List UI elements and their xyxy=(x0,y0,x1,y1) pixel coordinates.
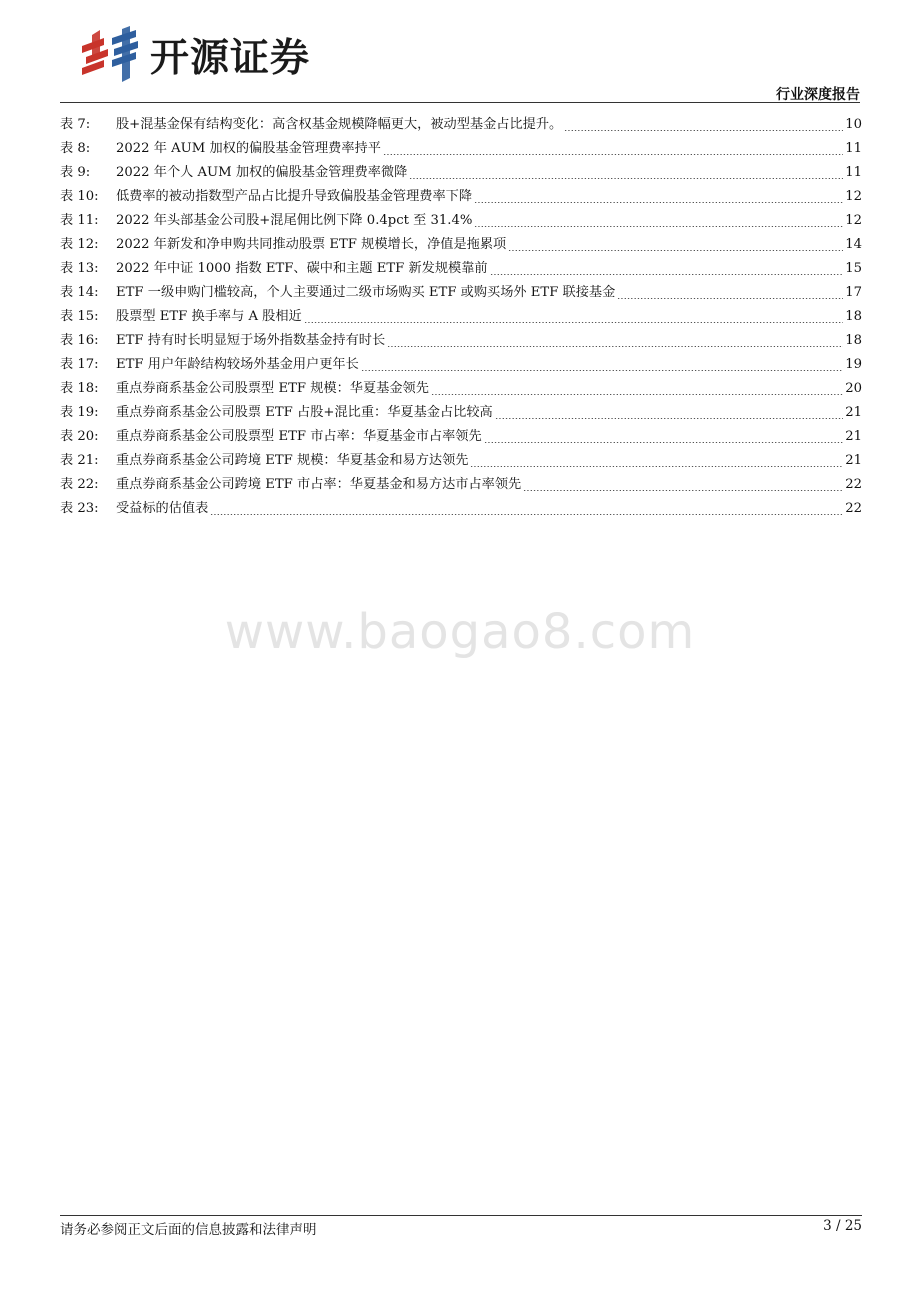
toc-leader-dots xyxy=(304,322,843,323)
toc-entry-label: 表 7: xyxy=(60,117,91,132)
toc-leader-dots xyxy=(564,130,843,131)
toc-entry[interactable] xyxy=(60,161,862,185)
toc-entry-label: 表 9: xyxy=(60,165,91,180)
toc-entry-title: 重点券商系基金公司股票 ETF 占股+混比重：华夏基金占比较高 xyxy=(116,405,493,420)
toc-entry-title: 重点券商系基金公司股票型 ETF 规模：华夏基金领先 xyxy=(116,381,429,396)
toc-entry-page: 12 xyxy=(845,213,862,228)
toc-entry[interactable] xyxy=(60,329,862,353)
toc-entry[interactable] xyxy=(60,449,862,473)
toc-entry-page: 19 xyxy=(845,357,862,372)
report-type-label: 行业深度报告 xyxy=(776,87,860,103)
logo-mark-icon xyxy=(78,26,142,84)
toc-entry-title: ETF 用户年龄结构较场外基金用户更年长 xyxy=(116,357,359,372)
toc-leader-dots xyxy=(474,226,843,227)
toc-entry-page: 11 xyxy=(845,165,862,180)
toc-entry-title: ETF 持有时长明显短于场外指数基金持有时长 xyxy=(116,333,386,348)
toc-entry-page: 21 xyxy=(845,453,862,468)
toc-entry-title: 股票型 ETF 换手率与 A 股相近 xyxy=(116,309,302,324)
page-header xyxy=(60,0,860,103)
toc-entry-title: 受益标的估值表 xyxy=(116,501,209,516)
toc-entry-title: 低费率的被动指数型产品占比提升导致偏股基金管理费率下降 xyxy=(116,189,473,204)
toc-entry-page: 17 xyxy=(845,285,862,300)
toc-leader-dots xyxy=(470,466,843,467)
watermark: www.baogao8.com xyxy=(224,604,696,660)
logo-text: 开源证券 xyxy=(150,36,311,81)
toc-leader-dots xyxy=(474,202,843,203)
toc-entry[interactable] xyxy=(60,353,862,377)
toc-entry-page: 18 xyxy=(845,333,862,348)
toc-leader-dots xyxy=(387,346,843,347)
toc-leader-dots xyxy=(490,274,844,275)
toc-entry-label: 表 10: xyxy=(60,189,99,204)
toc-leader-dots xyxy=(523,490,843,491)
header-divider xyxy=(60,102,860,103)
toc-entry-label: 表 13: xyxy=(60,261,99,276)
toc-entry-label: 表 22: xyxy=(60,477,99,492)
toc-leader-dots xyxy=(617,298,843,299)
toc-entry[interactable] xyxy=(60,473,862,497)
toc-entry[interactable] xyxy=(60,281,862,305)
toc-entry-page: 21 xyxy=(845,405,862,420)
toc-entry-label: 表 17: xyxy=(60,357,99,372)
toc-leader-dots xyxy=(484,442,844,443)
toc-entry[interactable] xyxy=(60,305,862,329)
company-logo xyxy=(78,26,310,84)
toc-leader-dots xyxy=(508,250,843,251)
toc-entry-title: 2022 年 AUM 加权的偏股基金管理费率持平 xyxy=(116,141,381,156)
toc-leader-dots xyxy=(495,418,844,419)
toc-entry-page: 12 xyxy=(845,189,862,204)
toc-leader-dots xyxy=(409,178,843,179)
toc-leader-dots xyxy=(210,514,843,515)
toc-entry-page: 15 xyxy=(845,261,862,276)
toc-entry-page: 11 xyxy=(845,141,862,156)
toc-entry-label: 表 19: xyxy=(60,405,99,420)
toc-entry[interactable] xyxy=(60,185,862,209)
toc-entry-label: 表 18: xyxy=(60,381,99,396)
toc-entry-title: 重点券商系基金公司跨境 ETF 市占率：华夏基金和易方达市占率领先 xyxy=(116,477,522,492)
footer-disclaimer: 请务必参阅正文后面的信息披露和法律声明 xyxy=(60,1222,317,1238)
toc-entry-title: 2022 年个人 AUM 加权的偏股基金管理费率微降 xyxy=(116,165,408,180)
page-number: 3 / 25 xyxy=(823,1218,862,1234)
toc-entry-label: 表 16: xyxy=(60,333,99,348)
footer-divider xyxy=(60,1215,862,1216)
toc-entry-label: 表 12: xyxy=(60,237,99,252)
toc-entry-label: 表 21: xyxy=(60,453,99,468)
toc-entry-label: 表 14: xyxy=(60,285,99,300)
toc-entry[interactable] xyxy=(60,257,862,281)
toc-entry-title: 重点券商系基金公司跨境 ETF 规模：华夏基金和易方达领先 xyxy=(116,453,469,468)
toc-entry[interactable] xyxy=(60,113,862,137)
toc-entry-label: 表 8: xyxy=(60,141,91,156)
toc-entry[interactable] xyxy=(60,137,862,161)
toc-entry[interactable] xyxy=(60,401,862,425)
toc-entry-page: 22 xyxy=(845,477,862,492)
toc-entry-page: 21 xyxy=(845,429,862,444)
toc-entry-page: 10 xyxy=(845,117,862,132)
toc-leader-dots xyxy=(431,394,843,395)
toc-entry-label: 表 23: xyxy=(60,501,99,516)
toc-entry-title: ETF 一级申购门槛较高，个人主要通过二级市场购买 ETF 或购买场外 ETF 联接基金 xyxy=(116,285,616,300)
toc-entry[interactable] xyxy=(60,377,862,401)
toc-entry-title: 重点券商系基金公司股票型 ETF 市占率：华夏基金市占率领先 xyxy=(116,429,482,444)
toc-entry-title: 股+混基金保有结构变化：高含权基金规模降幅更大，被动型基金占比提升。 xyxy=(116,117,563,132)
toc-entry-page: 14 xyxy=(845,237,862,252)
toc-entry-page: 20 xyxy=(845,381,862,396)
toc-leader-dots xyxy=(383,154,843,155)
toc-entry-title: 2022 年新发和净申购共同推动股票 ETF 规模增长，净值是拖累项 xyxy=(116,237,507,252)
toc-entry-title: 2022 年中证 1000 指数 ETF、碳中和主题 ETF 新发规模靠前 xyxy=(116,261,488,276)
toc-entry[interactable] xyxy=(60,209,862,233)
toc-leader-dots xyxy=(361,370,843,371)
toc-entry[interactable] xyxy=(60,497,862,521)
toc-entry-title: 2022 年头部基金公司股+混尾佣比例下降 0.4pct 至 31.4% xyxy=(116,213,473,228)
toc-entry-page: 22 xyxy=(845,501,862,516)
toc-entry[interactable] xyxy=(60,425,862,449)
toc-entry-label: 表 11: xyxy=(60,213,99,228)
toc-entry[interactable] xyxy=(60,233,862,257)
toc-entry-label: 表 15: xyxy=(60,309,99,324)
toc-entry-label: 表 20: xyxy=(60,429,99,444)
toc-entry-page: 18 xyxy=(845,309,862,324)
table-of-contents xyxy=(60,113,862,521)
